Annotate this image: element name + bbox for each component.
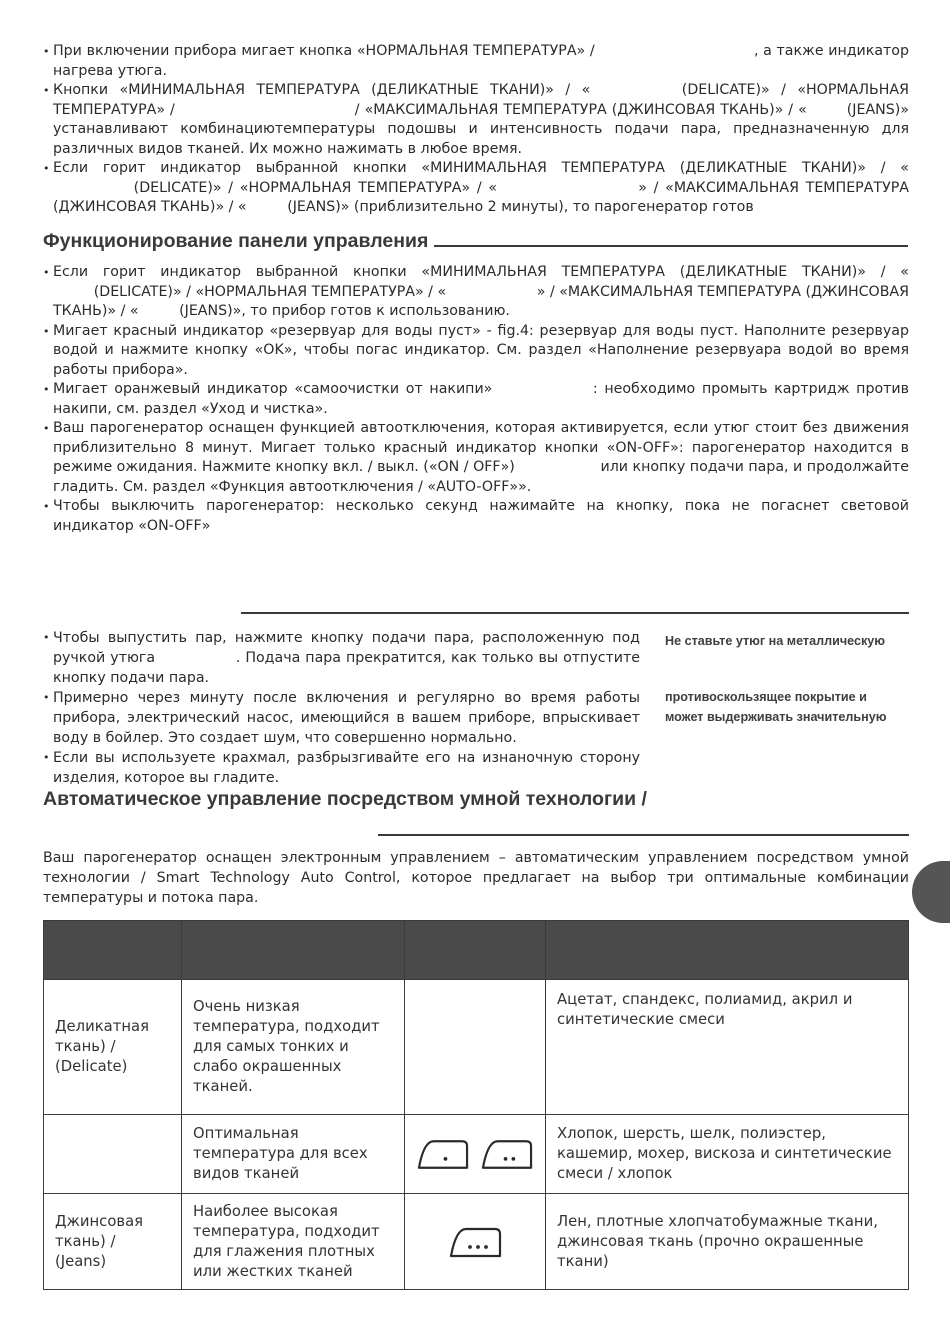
smart-section-rule (378, 834, 909, 836)
mode-cell: Джинсовая ткань) / (Jeans) (44, 1194, 182, 1290)
list-item: • Мигает красный индикатор «резервуар для воды пуст» - fig.4: резервуар для воды пуст. Наполните резервуар водой и нажмите кнопку «OK», чтобы погас индикатор. См. раздел «Наполнение резервуара водой во время работы прибора». (43, 322, 909, 381)
iron-one-dot-icon (416, 1137, 470, 1171)
section-title: Автоматическое управление посредством умной технологии / (43, 788, 647, 810)
side-note-gap (665, 651, 911, 687)
fabrics-cell: Ацетат, спандекс, полиамид, акрил и синтетические смеси (546, 980, 909, 1115)
smart-intro-paragraph: Ваш парогенератор оснащен электронным управлением – автоматическим управлением посредством умной технологии / Smart Technology Auto Control, которое предлагает на выбор три оптимальные комбинации температуры и потока пара. (43, 850, 909, 906)
description-cell: Очень низкая температура, подходит для самых тонких и слабо окрашенных тканей. (182, 980, 405, 1115)
fabrics-cell: Лен, плотные хлопчатобумажные ткани, джинсовая ткань (прочно окрашенные ткани) (546, 1194, 909, 1290)
smart-control-heading (43, 788, 908, 811)
list-item: • При включении прибора мигает кнопка «НОРМАЛЬНАЯ ТЕМПЕРАТУРА» / , а также индикатор нагрева утюга. (43, 42, 909, 81)
side-notes (665, 631, 911, 727)
side-note: противоскользящее покрытие и (665, 690, 867, 704)
list-item: • Ваш парогенератор оснащен функцией автоотключения, которая активируется, если утюг стоит без движения приблизительно 8 минут. Мигает только красный индикатор кнопки «ON-OFF»: парогенератор находится в режиме ожидания. Нажмите кнопку вкл. / выкл. («ON / OFF») или кнопку подачи пара, и продолжайте гладить. См. раздел «Функция автоотключения / «AUTO-OFF»». (43, 419, 909, 497)
steam-bullet-list (43, 628, 640, 788)
control-panel-heading (43, 230, 908, 253)
list-item: • Кнопки «МИНИМАЛЬНАЯ ТЕМПЕРАТУРА (ДЕЛИКАТНЫЕ ТКАНИ)» / « (DELICATE)» / «НОРМАЛЬНАЯ ТЕМПЕРАТУРА» / / «МАКСИМАЛЬНАЯ ТЕМПЕРАТУРА (ДЖИНСОВАЯ ТКАНЬ)» / « (JEANS)» устанавливают комбинациютемпературы подошвы и интенсивность подачи пара, предназначенную для различных видов тканей. Их можно нажимать в любое время. (43, 81, 909, 159)
list-item: • Примерно через минуту после включения и регулярно во время работы прибора, электрический насос, имеющийся в вашем приборе, впрыскивает воду в бойлер. Это создает шум, что совершенно нормально. (43, 688, 640, 748)
table-row (44, 1194, 909, 1290)
table-header-cell (44, 921, 182, 980)
icon-cell (405, 1194, 546, 1290)
mode-cell (44, 1115, 182, 1194)
side-note: Не ставьте утюг на металлическую (665, 634, 886, 648)
list-item: • Чтобы выключить парогенератор: несколько секунд нажимайте на кнопку, пока не погаснет световой индикатор «ON-OFF» (43, 497, 909, 536)
list-item: • Если вы используете крахмал, разбрызгивайте его на изнаночную сторону изделия, которое вы гладите. (43, 748, 640, 788)
icon-cell (405, 1115, 546, 1194)
list-item: • Мигает оранжевый индикатор «самоочистки от накипи» : необходимо промыть картридж против накипи, см. раздел «Уход и чистка». (43, 380, 909, 419)
steam-section-rule (241, 612, 909, 614)
settings-table (43, 920, 909, 1290)
top-bullet-list (43, 42, 909, 218)
table-header-cell (182, 921, 405, 980)
iron-two-dots-icon (480, 1137, 534, 1171)
iron-three-dots-icon (448, 1225, 503, 1259)
table-row (44, 1115, 909, 1194)
table-header-cell (405, 921, 546, 980)
list-item: • Чтобы выпустить пар, нажмите кнопку подачи пара, расположенную под ручкой утюга . Подача пара прекратится, как только вы отпустите кнопку подачи пара. (43, 628, 640, 688)
control-panel-bullet-list (43, 263, 909, 536)
mode-cell: Деликатная ткань) / (Delicate) (44, 980, 182, 1115)
fabrics-cell: Хлопок, шерсть, шелк, полиэстер, кашемир, мохер, вискоза и синтетические смеси / хлопок (546, 1115, 909, 1194)
side-note: может выдерживать значительную (665, 710, 887, 724)
description-cell: Оптимальная температура для всех видов тканей (182, 1115, 405, 1194)
icon-cell (405, 980, 546, 1115)
section-title: Функционирование панели управления (43, 230, 429, 252)
table-header-row (44, 921, 909, 980)
list-item: • Если горит индикатор выбранной кнопки «МИНИМАЛЬНАЯ ТЕМПЕРАТУРА (ДЕЛИКАТНЫЕ ТКАНИ)» / « (DELICATE)» / «НОРМАЛЬНАЯ ТЕМПЕРАТУРА» / « » / «МАКСИМАЛЬНАЯ ТЕМПЕРАТУРА (ДЖИНСОВАЯ ТКАНЬ)» / « (JEANS)», то прибор готов к использованию. (43, 263, 909, 322)
table-row (44, 980, 909, 1115)
page-tab-marker (912, 861, 950, 923)
list-item: • Если горит индикатор выбранной кнопки «МИНИМАЛЬНАЯ ТЕМПЕРАТУРА (ДЕЛИКАТНЫЕ ТКАНИ)» / « (DELICATE)» / «НОРМАЛЬНАЯ ТЕМПЕРАТУРА» / « » / «МАКСИМАЛЬНАЯ ТЕМПЕРАТУРА (ДЖИНСОВАЯ ТКАНЬ)» / « (JEANS)» (приблизительно 2 минуты), то парогенератор готов (43, 159, 909, 218)
table-header-cell (546, 921, 909, 980)
heading-rule (434, 245, 908, 247)
description-cell: Наиболее высокая температура, подходит для глажения плотных или жестких тканей (182, 1194, 405, 1290)
